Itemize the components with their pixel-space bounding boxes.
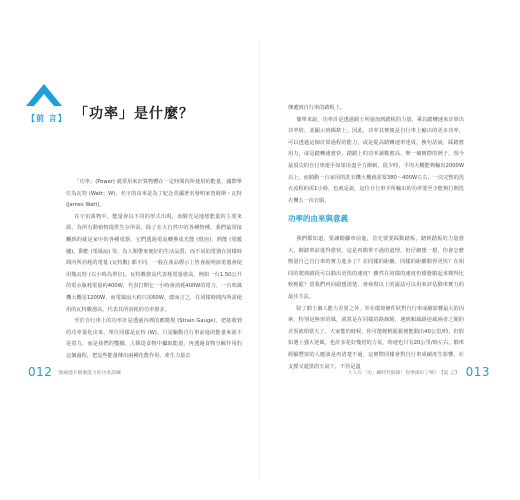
left-footer [28,362,127,382]
page-number-right: 013 [465,365,490,379]
section-heading: 功率的由來與意義 [288,214,348,223]
chapter-chevron-icon [24,78,64,110]
right-body-text-section [288,234,464,373]
running-head-right: 人人有「功」練時代開啟！你準備好了嗎？【前 言】 [347,370,460,376]
right-footer [342,362,490,382]
chapter-tag: 【前 言】 [27,114,67,123]
left-body-text [66,177,242,363]
paragraph: 除了騎士個人能力差異之外，外在環境條件狀對自行車成績影響最大的因素，特別是無形的風，就算是在同樣的路線騎，遇到順風路逆風兩者之間的差異就相當大了，大家能的時候，你可能輕輕鬆鬆便能騎出40公里/時，但假如遇上強大逆風，也許多花好幾倍的力氣，時速也只有20公里/時左右。騎車經驗豐富的人應該是再清楚不過，這實際同樣會對自行車成績產生影響，在支撐又還黑的天氣下，不管是溫 [288,305,464,370]
paragraph: 在宇宙萬物中，能量會以不同的形式出現，而騎光是地球能量的主要來源。為所有動植物提供生存所需。除了在大自然中的各種物種，我們最常接觸到的就是家中的各種電器，它們透過電流轉換成光能 (燈泡)、熱能 (電暖爐)、動能 (電風扇) 等，為人類帶來便好的生活品質，而不同的電器在同樣時間內所消耗的電量 (瓦特數) 都不同，一般在產品標示上皆會說明該電器會使用幾瓦特 (以小時為單位)。瓦特數愈高代表耗電量愈高，例如一台1.50公升的電水瓶耗電量約400W，代表打開它一小時會消耗400W的電力，一台吹風機大概是1200W，而電風扇大約只需60W。總而言之，在同樣時間內所需使用的瓦特數愈高，代表其所消耗的功率愈多。 [66,213,242,313]
page-title: 「功率」是什麼？ [74,106,194,122]
right-body-text-top [288,103,464,207]
paragraph: 我們都知道，要讓騎腳車前進，首先要要踩動踏板，踏到踏板的力量愈大，騎踏車前進得愈快，這是再簡單不過的道理，但仔細想一想，你會怎麼衡量自己自行車的實力進步了？在同樣的距離，同樣的距離騎得更快？在相同的爬坡路段可以騎出更快的速度？雖然在同樣的速度但感覺騎起來變得比較輕鬆？當我們再回頭想清楚，會發現以上的說法可以用來評估騎車實力的最佳方法。 [288,236,464,300]
running-head-left: 無痛提升騎乘能力的功率訓練 [58,370,121,376]
page-gutter [259,40,260,480]
paragraph: 「功率」(Power) 就常用來計算物體在一定時間內所使用的能量，國際單位為瓦特 (Watt；W)，名字的由來是為了紀念英國著名發明家詹姆斯・瓦特 (James Watt)。 [66,179,242,209]
paragraph: 傳遞到自行車的踏板上。 [288,105,346,111]
page-number-left: 012 [28,365,53,379]
paragraph: 至於自行車上的功率計是透過內裡的應變規 (Strain Gauge)，把接收到的功率量化出來，單位同樣是瓦特 (W)。只是驅動自行車前進的能量來源不是電力，而是我們的雙腳。人類從食物中攝取能量，再透過食物分解作用的這個過程，把這些能量傳出兩種化能作用，產生力量去 [66,318,242,359]
paragraph: 簡單來說，功率計是透過騎士所施加到踏板的力量，乘以踏轉速來計算出功率值，並顯示到碼錶上。因此，功率其實便是自行車上輸出的更多功率，可以透過這個計算過程的能力，或是提高踏轉速率達成，換句話說，踩踏愈用力，或是踏轉速愈快，踏踏上的功率讀數愈高。舉一個實際的例子，現今最頂尖的自行車運手如果用盡全力衝刺，很少時，平均大概能夠輸出2000W以上，而騎動一台家用的洗衣機大概就需要380～400W左右，一次完整的洗衣流程約需1小時，也就是說，這位自行車手所輸出的功率要至少能夠打開洗衣機五一次衣服。 [288,116,464,204]
